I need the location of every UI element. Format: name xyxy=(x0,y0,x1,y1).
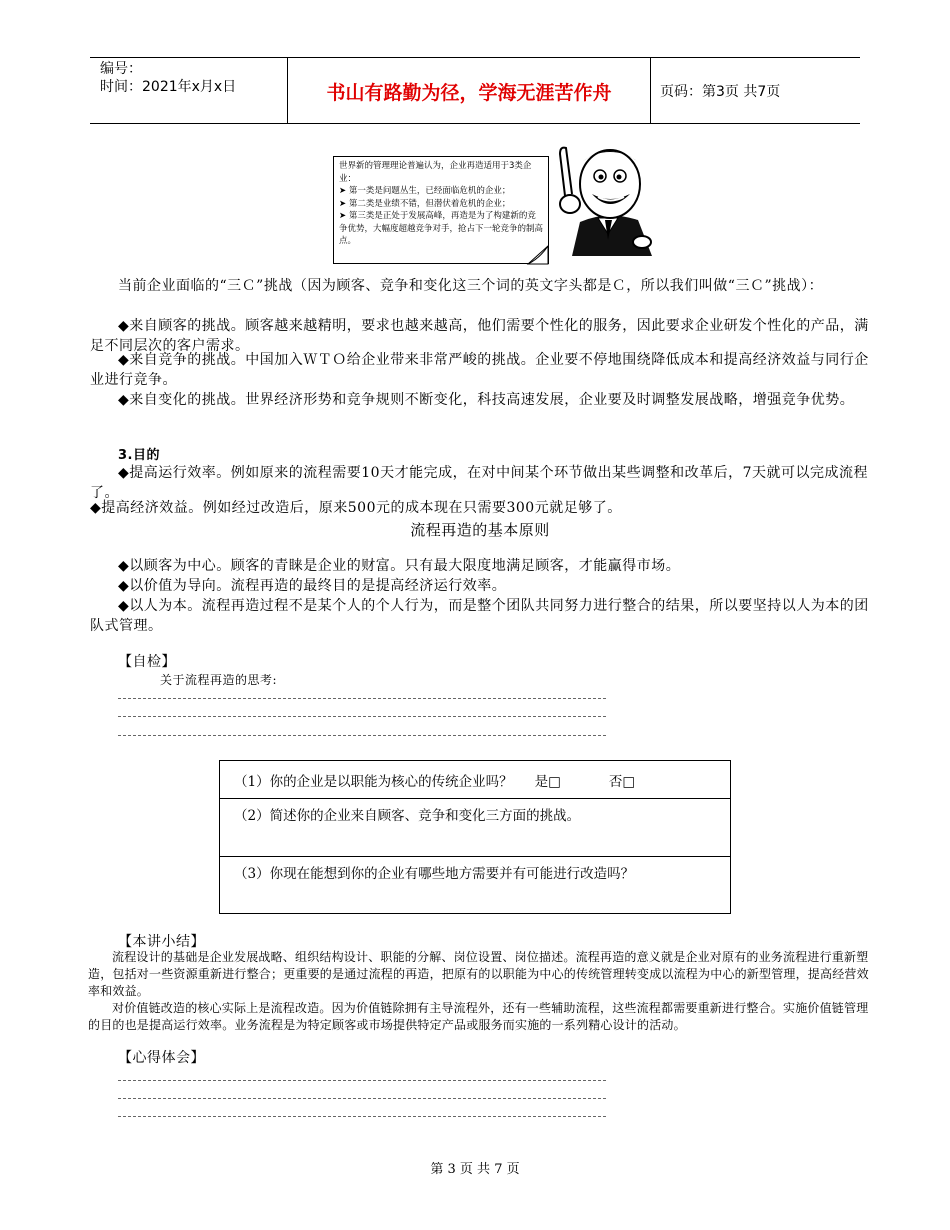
no-checkbox[interactable]: 否□ xyxy=(608,773,636,790)
header-left xyxy=(100,60,236,96)
question-2: （2）简述你的企业来自顾客、竞争和变化三方面的挑战。 xyxy=(234,808,581,824)
principle-customer: ◆以顾客为中心。顾客的青睐是企业的财富。只有最大限度地满足顾客，才能赢得市场。 xyxy=(118,558,681,574)
summary-paragraph-2: 对价值链改造的核心实际上是流程改造。因为价值链除拥有主导流程外，还有一些辅助流程，这些流程都需要重新进行整合。实施价值链管理的目的也是提高运行效率。业务流程是为特定顾客或市场提供特定产品或服务而实施的一系列精心设计的活动。 xyxy=(88,1001,869,1032)
intro-paragraph: 当前企业面临的“三Ｃ”挑战（因为顾客、竞争和变化这三个词的英文字头都是Ｃ，所以我们叫做“三Ｃ”挑战）： xyxy=(118,278,824,294)
question-row[interactable] xyxy=(220,857,730,913)
purpose-economic: ◆提高经济效益。例如经过改造后，原来500元的成本现在只需要300元就足够了。 xyxy=(90,500,622,516)
header-motto: 书山有路勤为径，学海无涯苦作舟 xyxy=(326,81,612,104)
answer-line[interactable] xyxy=(118,698,606,699)
principle-people: ◆以人为本。流程再造过程不是某个人的个人行为，而是整个团队共同努力进行整合的结果，所以要坚持以人为本的团队式管理。 xyxy=(90,598,869,634)
question-1: （1）你的企业是以职能为核心的传统企业吗？ xyxy=(234,773,513,790)
challenge-customer: ◆来自顾客的挑战。顾客越来越精明，要求也越来越高，他们需要个性化的服务，因此要求企业研发个性化的产品，满足不同层次的客户需求。 xyxy=(90,318,869,354)
note-item: ➤ 第三类是正处于发展高峰，再造是为了构建新的竞争优势，大幅度超越竞争对手，抢占下一轮竞争的制高点。 xyxy=(339,211,544,246)
challenge-competition: ◆来自竞争的挑战。中国加入ＷＴＯ给企业带来非常严峻的挑战。企业要不停地围绕降低成本和提高经济效益与同行企业进行竞争。 xyxy=(90,352,869,388)
answer-line[interactable] xyxy=(118,1080,606,1081)
summary-paragraph-1: 流程设计的基础是企业发展战略、组织结构设计、职能的分解、岗位设置、岗位描述。流程再造的意义就是企业对原有的业务流程进行重新塑造，包括对一些资源重新进行整合；更重要的是通过流程的再造，把原有的以职能为中心的传统管理转变成以流程为中心的新型管理，提高经营效率和效益。 xyxy=(88,950,869,998)
header-top-rule xyxy=(90,57,860,58)
cartoon-man-icon xyxy=(552,134,662,256)
answer-line[interactable] xyxy=(118,1098,606,1099)
note-item: ➤ 第一类是问题丛生，已经面临危机的企业； xyxy=(339,186,511,196)
note-box xyxy=(333,156,549,264)
principles-title: 流程再造的基本原则 xyxy=(410,521,550,539)
number-label: 编号： xyxy=(100,61,142,77)
reflection-label: 【心得体会】 xyxy=(118,1050,205,1066)
self-check-table xyxy=(219,760,731,914)
note-intro: 世界新的管理理论普遍认为，企业再造适用于3类企业： xyxy=(339,161,532,184)
header-page-label: 页码：第3页 共7页 xyxy=(660,84,781,100)
header-bottom-rule xyxy=(90,123,860,124)
self-check-label: 【自检】 xyxy=(118,654,176,670)
answer-line[interactable] xyxy=(118,716,606,717)
answer-line[interactable] xyxy=(118,735,606,736)
purpose-efficiency: ◆提高运行效率。例如原来的流程需要10天才能完成，在对中间某个环节做出某些调整和改革后，7天就可以完成流程了。 xyxy=(90,465,868,501)
page-footer: 第 3 页 共 7 页 xyxy=(430,1162,520,1177)
question-row xyxy=(220,761,730,799)
self-check-prompt: 关于流程再造的思考: xyxy=(160,673,278,687)
purpose-heading: 3.目的 xyxy=(118,448,160,463)
header-divider xyxy=(650,58,651,124)
note-item: ➤ 第二类是业绩不错，但潜伏着危机的企业； xyxy=(339,198,511,209)
yes-checkbox[interactable]: 是□ xyxy=(534,773,561,790)
page-fold-icon xyxy=(526,244,550,266)
answer-line[interactable] xyxy=(118,1116,606,1117)
date-label: 时间：2021年x月x日 xyxy=(100,79,237,95)
question-row[interactable] xyxy=(220,799,730,857)
summary-label: 【本讲小结】 xyxy=(118,934,205,950)
principle-value: ◆以价值为导向。流程再造的最终目的是提高经济运行效率。 xyxy=(118,578,507,594)
question-3: （3）你现在能想到你的企业有哪些地方需要并有可能进行改造吗？ xyxy=(234,866,635,882)
challenge-change: ◆来自变化的挑战。世界经济形势和竞争规则不断变化，科技高速发展，企业要及时调整发展战略，增强竞争优势。 xyxy=(118,392,855,408)
